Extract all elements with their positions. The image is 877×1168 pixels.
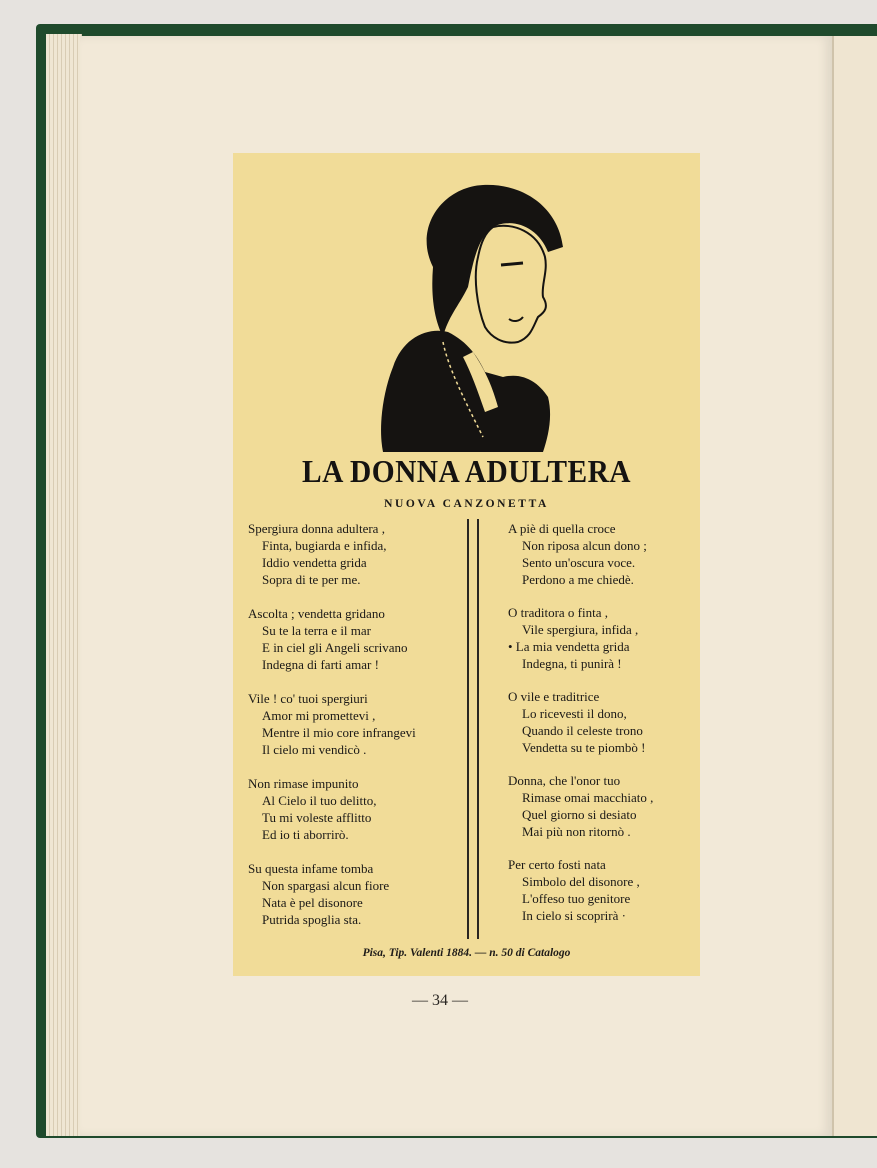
left-column	[248, 520, 458, 945]
stanza	[508, 604, 718, 672]
verse-line: Lo ricevesti il dono,	[522, 706, 627, 721]
verse-line: Vile spergiura, infida ,	[522, 622, 639, 637]
verse-line: O vile e traditrice	[508, 689, 600, 704]
stanza	[508, 688, 718, 756]
verse-line: E in ciel gli Angeli scrivano	[262, 640, 408, 655]
verse-line: Su questa infame tomba	[248, 861, 374, 876]
stanza	[248, 520, 458, 588]
verse-line: Finta, bugiarda e infida,	[262, 538, 387, 553]
page-edges	[46, 34, 82, 1136]
verse-line: • La mia vendetta grida	[508, 639, 630, 654]
verse-line: Al Cielo il tuo delitto,	[262, 793, 377, 808]
verse-line: L'offeso tuo genitore	[522, 891, 631, 906]
verse-line: Ascolta ; vendetta gridano	[248, 606, 385, 621]
verse-line: Sopra di te per me.	[262, 572, 361, 587]
broadside-title: LA DONNA ADULTERA	[301, 453, 632, 489]
verse-line: Simbolo del disonore ,	[522, 874, 640, 889]
verse-line: Spergiura donna adultera ,	[248, 521, 385, 536]
woman-portrait-icon	[373, 167, 573, 457]
stanza	[248, 605, 458, 673]
verse-line: Mentre il mio core infrangevi	[262, 725, 416, 740]
stanza	[248, 775, 458, 843]
verse-line: Putrida spoglia sta.	[262, 912, 362, 927]
broadside-subtitle: NUOVA CANZONETTA	[384, 498, 549, 510]
stanza	[508, 772, 718, 840]
verse-line: A piè di quella croce	[508, 521, 616, 536]
printer-imprint: Pisa, Tip. Valenti 1884. — n. 50 di Catalogo	[362, 947, 571, 959]
verse-line: Il cielo mi vendicò .	[262, 742, 367, 757]
verse-line: Iddio vendetta grida	[262, 555, 367, 570]
verse-line: Sento un'oscura voce.	[522, 555, 636, 570]
page-number: — 34 —	[412, 992, 468, 1009]
broadside-plate	[233, 153, 700, 976]
verse-line: Quando il celeste trono	[522, 723, 643, 738]
stanza	[248, 860, 458, 928]
verse-line: Su te la terra e il mar	[262, 623, 372, 638]
verse-line: Amor mi promettevi ,	[262, 708, 376, 723]
stanza	[508, 856, 718, 924]
next-page-edge	[832, 36, 877, 1136]
verse-line: Perdono a me chiedè.	[522, 572, 634, 587]
verse-line: Tu mi voleste afflitto	[262, 810, 372, 825]
verse-line: Non rimase impunito	[248, 776, 359, 791]
verse-line: Per certo fosti nata	[508, 857, 606, 872]
verse-line: Indegna, ti punirà !	[522, 656, 622, 671]
verse-line: Quel giorno si desiato	[522, 807, 637, 822]
verse-line: Vendetta su te piombò !	[522, 740, 646, 755]
stanza	[508, 520, 718, 588]
stanza	[248, 690, 458, 758]
verse-line: Ed io ti aborrirò.	[262, 827, 349, 842]
verse-line: Non riposa alcun dono ;	[522, 538, 647, 553]
verse-line: Non spargasi alcun fiore	[262, 878, 390, 893]
column-divider	[467, 519, 469, 939]
verse-line: Vile ! co' tuoi spergiuri	[248, 691, 368, 706]
verse-line: Nata è pel disonore	[262, 895, 363, 910]
verse-line: Indegna di farti amar !	[262, 657, 379, 672]
verse-line: In cielo si scoprirà ·	[522, 908, 626, 923]
verse-line: Rimase omai macchiato ,	[522, 790, 654, 805]
column-divider	[477, 519, 479, 939]
verse-line: Mai più non ritornò .	[522, 824, 631, 839]
right-column	[508, 520, 718, 940]
verse-line: O traditora o finta ,	[508, 605, 608, 620]
verse-line: Donna, che l'onor tuo	[508, 773, 621, 788]
